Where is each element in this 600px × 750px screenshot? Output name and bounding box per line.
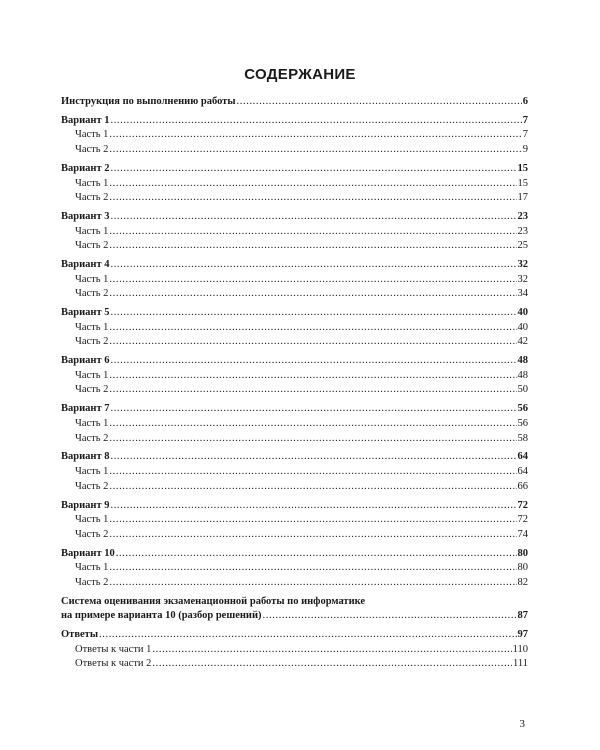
- page-title: СОДЕРЖАНИЕ: [244, 66, 356, 83]
- leader-dots: [109, 513, 516, 528]
- toc-entry-label: Вариант 10: [61, 547, 115, 559]
- toc-entry-part[interactable]: [61, 465, 528, 480]
- toc-entry-label: Часть 2: [75, 192, 109, 204]
- toc-entry-variant[interactable]: [61, 114, 528, 129]
- toc-entry-label: Часть 1: [75, 273, 109, 285]
- toc-entry-label: Часть 2: [75, 240, 109, 252]
- leader-dots: [152, 657, 512, 672]
- toc-entry-answers[interactable]: [61, 628, 528, 643]
- variant-list: [61, 114, 528, 590]
- toc-entry-page: 15: [517, 177, 528, 189]
- leader-dots: [109, 432, 516, 447]
- leader-dots: [109, 576, 516, 591]
- toc-entry-part[interactable]: [61, 191, 528, 206]
- leader-dots: [109, 480, 516, 495]
- leader-dots: [152, 643, 511, 658]
- leader-dots: [109, 528, 516, 543]
- toc-entry-label: Часть 2: [75, 432, 109, 444]
- toc-entry-page: 23: [517, 211, 528, 223]
- leader-dots: [110, 402, 516, 417]
- leader-dots: [109, 287, 516, 302]
- leader-dots: [109, 465, 516, 480]
- toc-entry-part[interactable]: [61, 528, 528, 543]
- toc-entry-label: Часть 1: [75, 321, 109, 333]
- toc-entry-part[interactable]: [61, 273, 528, 288]
- toc-entry-label: Часть 1: [75, 369, 109, 381]
- toc-entry-part[interactable]: [61, 480, 528, 495]
- toc-entry-page: 9: [522, 144, 528, 156]
- page-number: 3: [519, 718, 525, 730]
- leader-dots: [110, 258, 516, 273]
- toc-entry-page: 66: [517, 480, 528, 492]
- toc-entry-page: 34: [517, 288, 528, 300]
- toc-entry-page: 56: [517, 417, 528, 429]
- toc-entry-instruction[interactable]: [61, 95, 528, 110]
- toc-entry-part[interactable]: [61, 143, 528, 158]
- toc-entry-label: Часть 2: [75, 288, 109, 300]
- leader-dots: [110, 210, 516, 225]
- toc-entry-variant[interactable]: [61, 499, 528, 514]
- toc-entry-label: Часть 1: [75, 129, 109, 141]
- toc-entry-page: 32: [517, 259, 528, 271]
- toc-entry-label: Часть 1: [75, 177, 109, 189]
- toc-entry-variant[interactable]: [61, 402, 528, 417]
- leader-dots: [109, 417, 516, 432]
- toc-entry-label: на примере варианта 10 (разбор решений): [61, 610, 262, 622]
- toc-entry-page: 72: [517, 514, 528, 526]
- toc-entry-label: Вариант 1: [61, 114, 110, 126]
- toc-entry-page: 42: [517, 336, 528, 348]
- toc-entry-page: 80: [517, 547, 528, 559]
- toc-entry-page: 32: [517, 273, 528, 285]
- toc-entry-label: Вариант 5: [61, 307, 110, 319]
- toc-entry-page: 48: [517, 369, 528, 381]
- toc-entry-label: Часть 1: [75, 417, 109, 429]
- toc-entry-part[interactable]: [61, 225, 528, 240]
- toc-entry-variant[interactable]: [61, 306, 528, 321]
- leader-dots: [110, 162, 516, 177]
- leader-dots: [109, 383, 516, 398]
- toc-entry-page: 97: [517, 629, 528, 641]
- leader-dots: [110, 114, 521, 129]
- toc-entry-page: 82: [517, 576, 528, 588]
- toc-entry-part[interactable]: [61, 576, 528, 591]
- leader-dots: [110, 499, 516, 514]
- toc-entry-label: Часть 1: [75, 466, 109, 478]
- toc-entry-label: Часть 2: [75, 384, 109, 396]
- toc-entry-variant[interactable]: [61, 162, 528, 177]
- toc-entry-page: 58: [517, 432, 528, 444]
- toc-entry-variant[interactable]: [61, 354, 528, 369]
- toc-entry-part[interactable]: [61, 321, 528, 336]
- toc-entry-label: Ответы к части 1: [75, 643, 152, 655]
- toc-entry-label: Ответы: [61, 629, 99, 641]
- toc-entry-part[interactable]: [61, 177, 528, 192]
- leader-dots: [110, 354, 516, 369]
- leader-dots: [109, 143, 521, 158]
- toc-entry-page: 74: [517, 528, 528, 540]
- toc-entry-label: Часть 1: [75, 225, 109, 237]
- toc-entry-page: 72: [517, 499, 528, 511]
- toc-entry-label: Ответы к части 2: [75, 658, 152, 670]
- toc-entry-grading[interactable]: [61, 609, 528, 624]
- toc-entry-page: 56: [517, 403, 528, 415]
- leader-dots: [109, 191, 516, 206]
- toc-entry-label: Вариант 6: [61, 355, 110, 367]
- toc-entry-label: Вариант 8: [61, 451, 110, 463]
- leader-dots: [109, 321, 516, 336]
- leader-dots: [109, 335, 516, 350]
- toc-entry-label: Часть 2: [75, 528, 109, 540]
- toc-entry-page: 48: [517, 355, 528, 367]
- toc-entry-label: Инструкция по выполнению работы: [61, 96, 236, 107]
- leader-dots: [109, 273, 516, 288]
- toc-entry-label: Часть 2: [75, 144, 109, 156]
- toc-entry-variant[interactable]: [61, 547, 528, 562]
- leader-dots: [109, 177, 516, 192]
- toc-entry-label: Система оценивания экзаменационной работы по информатике: [61, 595, 366, 607]
- table-of-contents: [61, 95, 528, 672]
- toc-entry-page: 7: [522, 129, 528, 141]
- toc-entry-label: Часть 2: [75, 336, 109, 348]
- leader-dots: [263, 609, 517, 624]
- toc-entry-label: Вариант 4: [61, 259, 110, 271]
- toc-entry-page: 15: [517, 162, 528, 174]
- toc-entry-label: Вариант 2: [61, 162, 110, 174]
- toc-entry-page: 111: [513, 658, 528, 670]
- toc-entry-page: 23: [517, 225, 528, 237]
- toc-entry-part[interactable]: [61, 128, 528, 143]
- toc-entry-page: 87: [517, 610, 528, 622]
- toc-entry-page: 7: [522, 114, 528, 126]
- toc-entry-page: 17: [517, 192, 528, 204]
- toc-entry-part[interactable]: [61, 513, 528, 528]
- toc-entry-part[interactable]: [61, 369, 528, 384]
- toc-entry-page: 50: [517, 384, 528, 396]
- toc-entry-part[interactable]: [61, 417, 528, 432]
- toc-entry-grading-line1[interactable]: [61, 595, 528, 610]
- toc-entry-page: 40: [517, 307, 528, 319]
- toc-entry-page: 6: [522, 96, 528, 107]
- toc-entry-variant[interactable]: [61, 258, 528, 273]
- leader-dots: [109, 239, 516, 254]
- leader-dots: [109, 561, 516, 576]
- toc-entry-label: Вариант 3: [61, 211, 110, 223]
- leader-dots: [109, 225, 516, 240]
- toc-entry-page: 40: [517, 321, 528, 333]
- toc-entry-variant[interactable]: [61, 450, 528, 465]
- leader-dots: [109, 128, 521, 143]
- toc-entry-part[interactable]: [61, 383, 528, 398]
- toc-entry-page: 64: [517, 466, 528, 478]
- leader-dots: [116, 547, 517, 562]
- toc-entry-label: Часть 2: [75, 480, 109, 492]
- toc-entry-part[interactable]: [61, 561, 528, 576]
- toc-entry-part[interactable]: [61, 239, 528, 254]
- leader-dots: [109, 369, 516, 384]
- toc-entry-label: Часть 2: [75, 576, 109, 588]
- toc-entry-label: Вариант 7: [61, 403, 110, 415]
- toc-entry-page: 25: [517, 240, 528, 252]
- toc-entry-page: 110: [512, 643, 528, 655]
- toc-entry-part[interactable]: [61, 335, 528, 350]
- leader-dots: [99, 628, 516, 643]
- leader-dots: [110, 450, 516, 465]
- toc-entry-answers-part1[interactable]: [61, 643, 528, 658]
- toc-entry-label: Часть 1: [75, 562, 109, 574]
- toc-entry-label: Вариант 9: [61, 499, 110, 511]
- toc-entry-variant[interactable]: [61, 210, 528, 225]
- toc-entry-page: 64: [517, 451, 528, 463]
- toc-entry-label: Часть 1: [75, 514, 109, 526]
- leader-dots: [237, 95, 522, 110]
- leader-dots: [110, 306, 516, 321]
- toc-entry-answers-part2[interactable]: [61, 657, 528, 672]
- toc-entry-page: 80: [517, 562, 528, 574]
- toc-entry-part[interactable]: [61, 287, 528, 302]
- toc-entry-part[interactable]: [61, 432, 528, 447]
